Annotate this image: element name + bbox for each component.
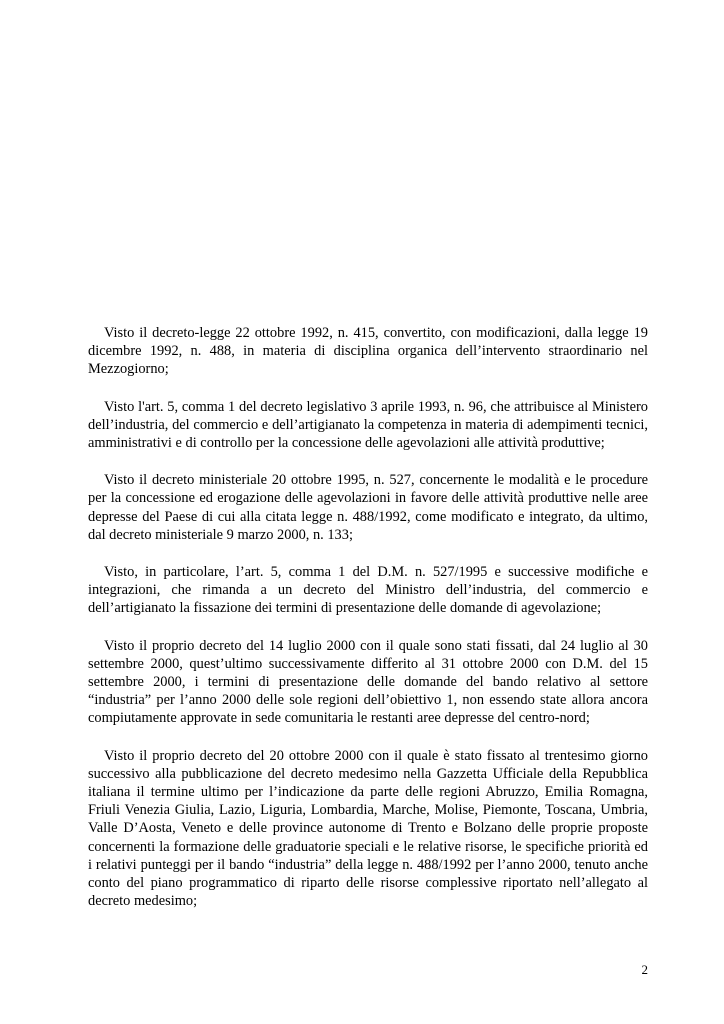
paragraph-art5-dm-527: Visto, in particolare, l’art. 5, comma 1 del D.M. n. 527/1995 e successive modifiche e integrazioni, che rimanda a un decreto del Ministro dell’industria, del commercio e dell’artigianato la fissazione dei termini di presentazione delle domande di agevolazione; xyxy=(88,564,648,617)
paragraph-art5-dlgs-96: Visto l'art. 5, comma 1 del decreto legislativo 3 aprile 1993, n. 96, che attribuisce al Ministero dell’industria, del commercio e dell’artigianato la competenza in materia di adempimenti tecnici, amministrativi e di controllo per la concessione delle agevolazioni alle attività produttive; xyxy=(88,398,648,452)
document-body xyxy=(88,324,648,929)
paragraph-decreto-20-ottobre-2000: Visto il proprio decreto del 20 ottobre 2000 con il quale è stato fissato al trentesimo giorno successivo alla pubblicazione del decreto medesimo nella Gazzetta Ufficiale della Repubblica italiana il termine ultimo per l’indicazione da parte delle regioni Abruzzo, Emilia Romagna, Friuli Venezia Giulia, Lazio, Liguria, Lombardia, Marche, Molise, Piemonte, Toscana, Umbria, Valle D’Aosta, Veneto e delle province autonome di Trento e Bolzano delle proprie proposte concernenti la formazione delle graduatorie speciali e le relative risorse, le specifiche priorità ed i relativi punteggi per il bando “industria” della legge n. 488/1992 per l’anno 2000, tenuto anche conto del piano programmatico di riparto delle risorse complessive riportato nell’allegato al decreto medesimo; xyxy=(88,747,648,910)
page-number: 2 xyxy=(641,962,648,977)
paragraph-decreto-14-luglio-2000: Visto il proprio decreto del 14 luglio 2000 con il quale sono stati fissati, dal 24 luglio al 30 settembre 2000, quest’ultimo successivamente differito al 31 ottobre 2000 con D.M. del 15 settembre 2000, i termini di presentazione delle domande del bando relativo al settore “industria” per l’anno 2000 delle sole regioni dell’obiettivo 1, non essendo state allora ancora compiutamente approvate in sede comunitaria le restanti aree depresse del centro-nord; xyxy=(88,637,648,727)
paragraph-decreto-legge-415: Visto il decreto-legge 22 ottobre 1992, n. 415, convertito, con modificazioni, dalla legge 19 dicembre 1992, n. 488, in materia di disciplina organica dell’intervento straordinario nel Mezzogiorno; xyxy=(88,325,648,378)
paragraph-dm-527: Visto il decreto ministeriale 20 ottobre 1995, n. 527, concernente le modalità e le procedure per la concessione ed erogazione delle agevolazioni in favore delle attività produttive nelle aree depresse del Paese di cui alla citata legge n. 488/1992, come modificato e integrato, da ultimo, dal decreto ministeriale 9 marzo 2000, n. 133; xyxy=(88,472,648,543)
